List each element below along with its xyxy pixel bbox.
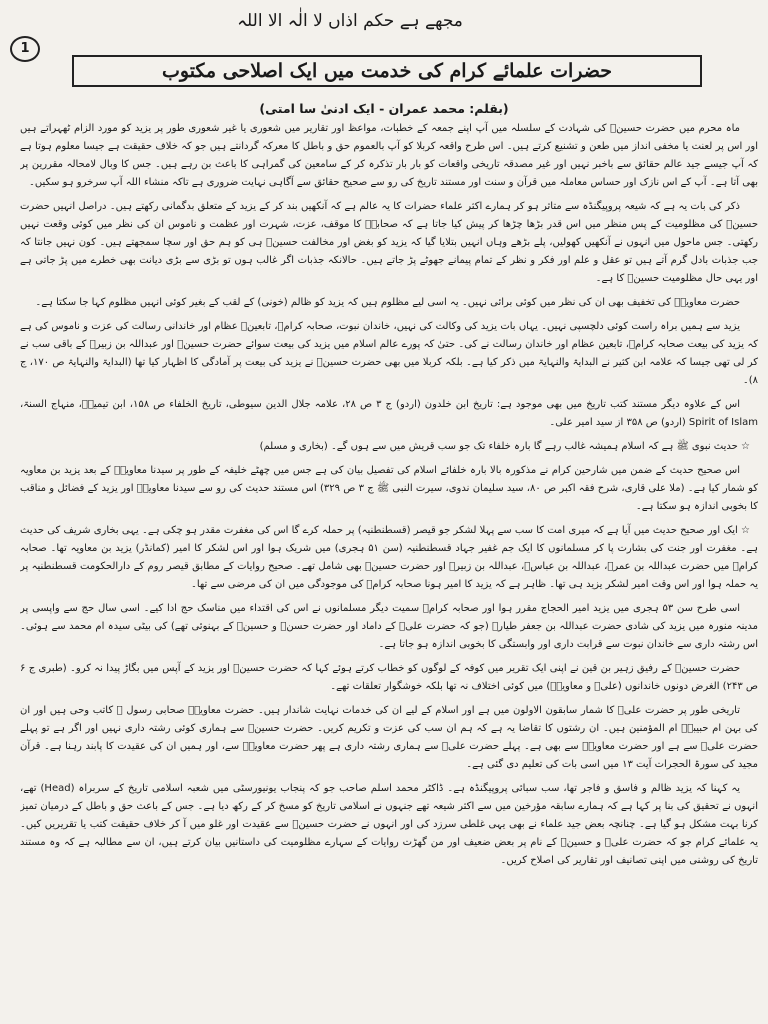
paragraph: ذکر کی بات یہ ہے کہ شیعہ پروپیگنڈہ سے متاثر ہو کر ہمارے اکثر علماء حضرات کا یہ عالم ہے کہ آنکھیں بند کر کے یزید کے متعلق بدگمانی رکھتے ہیں۔ دراصل انہیں حضرت حسینؓ کی مظلومیت کے پس منظر میں اس قدر بڑھا چڑھا کر پیش کیا جاتا ہے کہ صحابہؓ کا موقف، عزت، شہرت اور عظمت و ناموس ان کی نظر میں کوئی وقعت نہیں رکھتی۔ جس ماحول میں انہوں نے آنکھیں کھولیں، پلے بڑھے وہاں انہیں بتلایا گیا کہ یزید کو بغض اور مخالفت حسینؓ ہی کو ہم حق اور سچا سمجھتے ہیں۔ کون نہیں جانتا کہ جب جذبات بادل گرم آتے ہیں تو عقل و علم اور فکر و نظر کے تمام پیمانے جھوٹے پڑ جاتے ہیں۔ حالانکہ جذبات اگر غالب ہوں تو بڑی سے بڑی دیانت بھی خطرے میں پڑ جاتی ہے اور یہی حال مظلومیت حسینؓ کا ہے۔ (20, 201, 758, 284)
document-title: حضرات علمائے کرام کی خدمت میں ایک اصلاحی مکتوب (72, 55, 702, 87)
paragraph: تاریخی طور پر حضرت علیؓ کا شمار سابقون الاولون میں ہے اور اسلام کے لیے ان کی خدمات نہایت شاندار ہیں۔ حضرت معاویہؓ صحابی رسول ﷺ کاتب وحی ہیں اور ان کی بہن ام حبیبہؓ ام المؤمنین ہیں۔ ان رشتوں کا تقاضا یہ ہے کہ ہم ان سب کی عزت و تکریم کریں۔ حضرت حسینؓ سے ہماری کوئی رشتہ داری نہیں اور اگر ہے تو پہلے حضرت علیؓ سے ہے اور حضرت معاویہؓ سے بھی ہے۔ پہلے حضرت علیؓ سے ہماری رشتہ داری ہے پھر حضرت معاویہؓ سے، اور ہمیں ان کی عقیدت کا پابند رہنا ہے۔ قرآن مجید کی سورۃ الحجرات آیت ۱۳ میں اسی بات کی تعلیم دی گئی ہے۔ (20, 705, 758, 770)
paragraph: اس صحیح حدیث کے ضمن میں شارحین کرام نے مذکورہ بالا بارہ خلفائے اسلام کی تفصیل بیان کی ہے جس میں چھٹے خلیفہ کے طور پر سیدنا معاویہؓ کے بعد یزید بن معاویہ کو شمار کیا ہے۔ (ملا علی قاری، شرح فقہ اکبر ص ۸۰، سید سلیمان ندوی، سیرت النبی ﷺ ج ۳ ص ۳۲۹) اس مستند حدیث کی رو سے سیدنا معاویہؓ اور یزید کے فضائل و مناقب کا بخوبی اندازہ ہو سکتا ہے۔ (20, 465, 758, 512)
hadith-paragraph: ☆ ایک اور صحیح حدیث میں آیا ہے کہ میری امت کا سب سے پہلا لشکر جو قیصر (قسطنطنیہ) پر حملہ کرے گا اس کی مغفرت مقدر ہو چکی ہے۔ یہی بخاری شریف کی حدیث ہے۔ مغفرت اور جنت کی بشارت پا کر مسلمانوں کا ایک جم غفیر جہاد قسطنطنیہ (سن ۵۱ ہجری) میں شریک ہوا اور اس لشکر کا امیر (کمانڈر) یزید بن معاویہ تھا۔ صحابہ کرامؓ میں حضرت عبداللہ بن عمرؓ، عبداللہ بن عباسؓ، عبداللہ بن زبیرؓ اور حضرت حسینؓ بھی شامل تھے۔ صحیح روایات کے مطابق قیصر روم کے دارالحکومت قسطنطنیہ پر یہ حملہ ہوا اور اس وقت امیر لشکر یزید ہی تھا۔ ظاہر ہے کہ یزید کا امیر ہونا صحابہ کرامؓ کی موجودگی میں ان کی مرضی سے تھا۔ (20, 522, 758, 594)
page-number-badge: 1 (10, 36, 40, 62)
hadith-paragraph: ☆ حدیث نبوی ﷺ ہے کہ اسلام ہمیشہ غالب رہے گا بارہ خلفاء تک جو سب قریش میں سے ہوں گے۔ (بخاری و مسلم) (20, 438, 758, 456)
paragraph: یزید سے ہمیں براہ راست کوئی دلچسپی نہیں۔ یہاں بات یزید کی وکالت کی نہیں، خاندان نبوت، صحابہ کرامؓ، تابعینؒ عظام اور خاندانی رسالت کی عزت و ناموس کی ہے کہ یزید کی بیعت صحابہ کرامؓ، تابعین عظام اور خاندان رسالت نے کی۔ حتیٰ کہ پورے عالم اسلام میں یزید کی بیعت سوائے حضرت حسینؓ اور عبداللہ بن زبیرؓ کے باقی سب نے کر لی تھی جیسا کہ علامہ ابن کثیر نے البدایۃ والنہایۃ میں ذکر کیا ہے۔ بلکہ کربلا میں بھی حضرت حسینؓ نے یزید کی بیعت پر آمادگی کا اظہار کیا تھا (البدایۃ والنہایۃ ص ۱۷۰، ج ۸)۔ (20, 321, 758, 386)
header-motto: مجھے ہے حکم اذاں لا الٰہ الا اللہ (237, 11, 463, 31)
paragraph: حضرت حسینؓ کے رفیق زہیر بن قین نے اپنی ایک تقریر میں کوفہ کے لوگوں کو خطاب کرتے ہوئے کہا کہ حضرت حسینؓ اور یزید کے آپس میں بگاڑ پیدا نہ کرو۔ (طبری ج ۶ ص ۲۴۳) الغرض دونوں خاندانوں (علیؓ و معاویہؓ) میں کوئی اختلاف نہ تھا بلکہ خوشگوار تعلقات تھے۔ (20, 663, 758, 692)
author-byline: (بقلم: محمد عمران - ایک ادنیٰ سا امتی) (259, 101, 509, 116)
paragraph: یہ کہنا کہ یزید ظالم و فاسق و فاجر تھا، سب سبائی پروپیگنڈہ ہے۔ ڈاکٹر محمد اسلم صاحب جو کہ پنجاب یونیورسٹی میں شعبہ اسلامی تاریخ کے سربراہ (Head) تھے، انہوں نے تحقیق کی بنا پر کہا ہے کہ ہمارے سابقہ مؤرخین میں سے اکثر شیعہ تھے جنہوں نے اسلامی تاریخ کو مسخ کر کے رکھ دیا ہے۔ جس کے باعث حق و باطل کے درمیان تمیز کرنا بہت مشکل ہو گیا ہے۔ چنانچہ بعض جید علماء نے بھی یہی غلطی سرزد کی اور انہوں نے حضرت حسینؓ سے عقیدت اور غلو میں آ کر خلاف حقیقت کتب یا تقریریں کیں۔ یہ علمائے کرام جو کہ حضرت علیؓ و حسینؓ کے نام پر بعض ضعیف اور من گھڑت روایات کے سہارے مظلومیت کی داستانیں بیان کرتے ہیں، ان سے مطالبہ ہے کہ وہ مستند تاریخ کی روشنی میں اپنی تصانیف اور تقاریر کی اصلاح کریں۔ (20, 783, 758, 866)
letter-body (20, 120, 758, 1020)
paragraph: اسی طرح سن ۵۳ ہجری میں یزید امیر الحجاج مقرر ہوا اور صحابہ کرامؓ سمیت دیگر مسلمانوں نے اس کی اقتداء میں مناسک حج ادا کیے۔ اسی سال حج سے واپسی پر مدینہ منورہ میں یزید کی شادی حضرت عبداللہ بن جعفر طیارؓ (جو کہ حضرت علیؓ کے داماد اور حضرت حسنؓ و حسینؓ کے بہنوئی تھے) کی بیٹی سیدہ ام محمد سے ہوئی۔ اس رشتہ داری سے خاندان نبوت سے قرابت داری اور وابستگی کا بخوبی اندازہ ہو جاتا ہے۔ (20, 603, 758, 650)
paragraph: ماہ محرم میں حضرت حسینؓ کی شہادت کے سلسلہ میں آپ اپنے جمعہ کے خطبات، مواعظ اور تقاریر میں شعوری یا غیر شعوری طور پر یزید کو مورد الزام ٹھہراتے ہیں اور اس پر لعنت یا مخفی انداز میں طعن و تشنیع کرتے ہیں۔ اس طرح واقعہ کربلا کو آپ بالعموم حق و باطل کا معرکہ گردانتے ہیں جو کہ خلاف حقیقت ہے جیسا معلوم ہوتا ہے کہ آپ جیسے جید عالم حقائق سے باخبر نہیں اور غیر مصدقہ تاریخی واقعات کو بار بار تذکرہ کر کے سامعین کی گمراہی کا باعث بن رہے ہیں۔ جس کا وبال لامحالہ مقررین پر بھی آتا ہے۔ آپ کے اس نازک اور حساس معاملہ میں قرآن و سنت اور مستند تاریخ کی رو سے صحیح حقائق سے آگاہی نہایت ضروری ہے تاکہ منشاء اللہ آپ سرخرو ہو سکیں۔ (20, 123, 758, 188)
paragraph: اس کے علاوہ دیگر مستند کتب تاریخ میں بھی موجود ہے: تاریخ ابن خلدون (اردو) ج ۳ ص ۲۸، علامہ جلال الدین سیوطی، تاریخ الخلفاء ص ۱۵۸، ابن تیمیہؒ، منہاج السنۃ، Spirit of Islam (اردو) ص ۳۵۸ از سید امیر علی۔ (20, 399, 758, 428)
paragraph: حضرت معاویہؓ کی تخفیف بھی ان کی نظر میں کوئی برائی نہیں۔ یہ اسی لیے مظلوم ہیں کہ یزید کو ظالم (خونی) کے لقب کے بغیر کوئی انہیں مظلوم کہا جا سکتا ہے۔ (35, 297, 740, 308)
